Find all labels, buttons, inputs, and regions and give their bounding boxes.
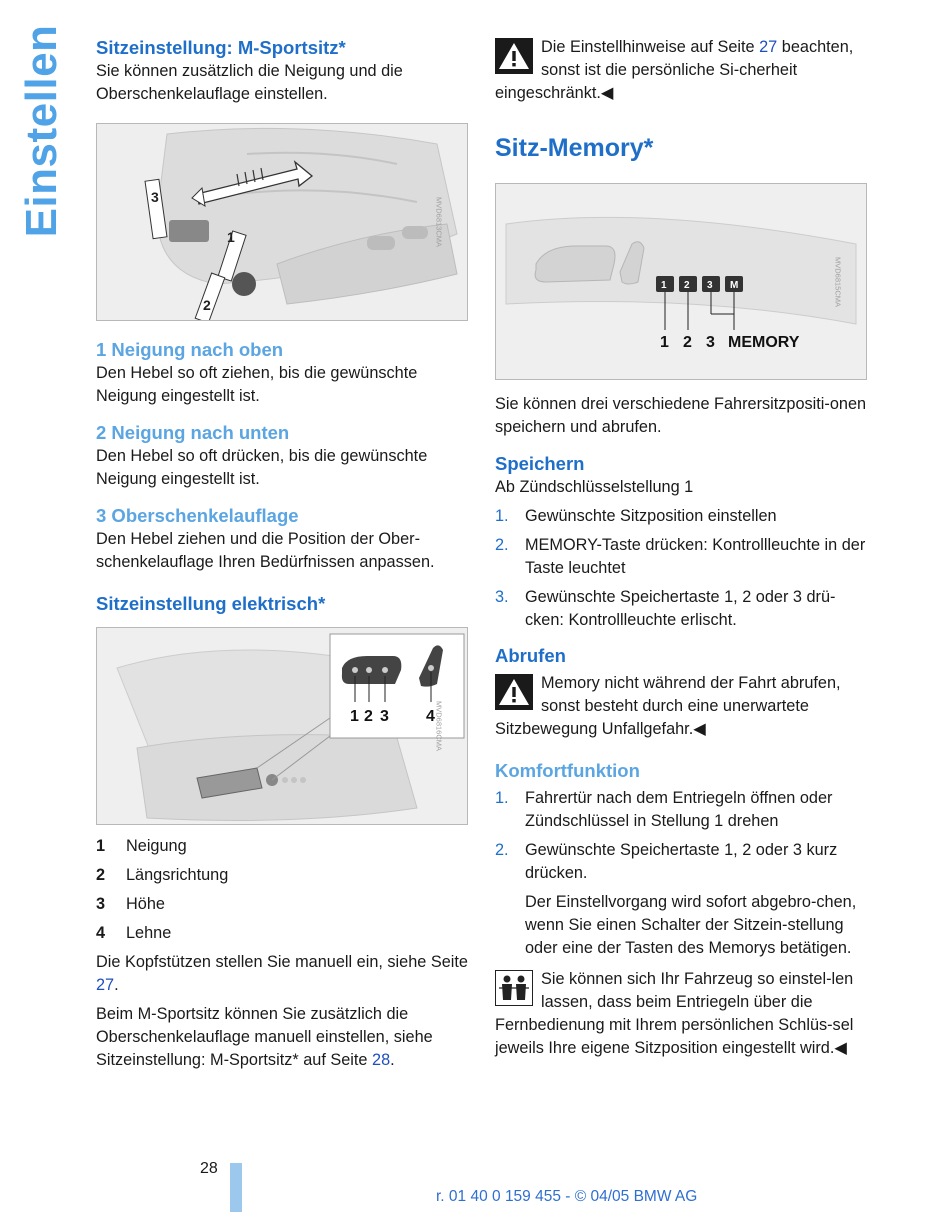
figure-label: 1 bbox=[350, 708, 359, 725]
msport-page-link[interactable]: 28 bbox=[372, 1051, 391, 1069]
section-heading: 2 Neigung nach unten bbox=[96, 422, 290, 443]
list-item-number: 3 bbox=[96, 895, 106, 913]
step-text: Gewünschte Sitzposition einstellen bbox=[525, 507, 777, 525]
list-item-label: Lehne bbox=[126, 924, 172, 942]
svg-text:M: M bbox=[730, 280, 739, 291]
left-column bbox=[96, 36, 468, 1072]
sport-sections bbox=[96, 338, 468, 574]
svg-text:1: 1 bbox=[661, 280, 667, 291]
warning-icon bbox=[495, 38, 533, 74]
figure-label: 3 bbox=[706, 334, 715, 351]
list-item-label: Höhe bbox=[126, 895, 165, 913]
warning-text-pre: Die Einstellhinweise auf Seite bbox=[541, 38, 755, 56]
comfort-note: Der Einstellvorgang wird sofort abgebro-chen, wenn Sie einen Schalter der Sitzein-stellung oder eine der Tasten des Memorys betätigen. bbox=[525, 893, 857, 957]
list-item bbox=[96, 835, 468, 858]
step-number: 2. bbox=[495, 841, 509, 859]
warning-text-post: beachten, sonst ist die persönliche Si-cherheit eingeschränkt.◀ bbox=[495, 38, 854, 102]
list-item bbox=[96, 864, 468, 887]
store-intro: Ab Zündschlüsselstellung 1 bbox=[495, 478, 694, 496]
tip-text: Sie können sich Ihr Fahrzeug so einstel-len lassen, dass beim Entriegeln über die Fernbedienung mit Ihrem persönlichen Schlüs-sel jeweils Ihre eigene Sitzposition eingestellt wird.◀ bbox=[495, 970, 854, 1057]
list-item-number: 2 bbox=[96, 866, 106, 884]
figure-label: 4 bbox=[426, 708, 435, 725]
sport-seat-intro: Sie können zusätzlich die Neigung und die Oberschenkelauflage einstellen. bbox=[96, 62, 403, 103]
figure-code: MVD6813CMA bbox=[434, 196, 444, 248]
figure-code: MVD6815CMA bbox=[833, 256, 843, 307]
list-item-number: 4 bbox=[96, 924, 106, 942]
figure-label: 2 bbox=[364, 708, 373, 725]
electric-seat-illustration bbox=[97, 628, 468, 825]
adjustment-list bbox=[96, 835, 468, 945]
section-item bbox=[96, 421, 468, 491]
footer-copyright: r. 01 40 0 159 455 - © 04/05 BMW AG bbox=[436, 1188, 698, 1205]
list-item bbox=[495, 586, 867, 632]
electric-seat-heading: Sitzeinstellung elektrisch* bbox=[96, 593, 326, 614]
warning-icon bbox=[495, 674, 533, 710]
section-text: Den Hebel ziehen und die Position der Ober-schenkelauflage Ihren Bedürfnissen anpassen. bbox=[96, 530, 435, 571]
figure-code: MVD6816CMA bbox=[434, 700, 444, 752]
figure-label: MEMORY bbox=[728, 334, 800, 351]
figure-label: 3 bbox=[380, 708, 389, 725]
recall-heading: Abrufen bbox=[495, 645, 566, 666]
section-text: Den Hebel so oft drücken, bis die gewünschte Neigung eingestellt ist. bbox=[96, 447, 428, 488]
sport-seat-figure bbox=[96, 123, 468, 321]
svg-text:3: 3 bbox=[707, 280, 713, 291]
headrest-paragraph: Die Kopfstützen stellen Sie manuell ein, siehe Seite 27. bbox=[96, 953, 468, 994]
svg-text:1: 1 bbox=[227, 229, 235, 245]
list-item-label: Längsrichtung bbox=[126, 866, 229, 884]
recall-warning-text: Memory nicht während der Fahrt abrufen, sonst besteht durch eine unerwartete Sitzbewegung Unfallgefahr.◀ bbox=[495, 674, 841, 738]
list-item-label: Neigung bbox=[126, 837, 187, 855]
section-item bbox=[96, 504, 468, 574]
service-tip-icon bbox=[495, 970, 533, 1006]
comfort-heading: Komfortfunktion bbox=[495, 760, 640, 781]
msport-text: Beim M-Sportsitz können Sie zusätzlich die Oberschenkelauflage manuell einstellen, siehe Sitzeinstellung: M-Sportsitz* auf Seite bbox=[96, 1005, 433, 1069]
memory-heading: Sitz-Memory* bbox=[495, 134, 654, 162]
warning-notice bbox=[495, 36, 867, 105]
figure-label: 1 bbox=[660, 334, 669, 351]
list-item-number: 1 bbox=[96, 837, 106, 855]
section-heading: 3 Oberschenkelauflage bbox=[96, 505, 299, 526]
step-text: Gewünschte Speichertaste 1, 2 oder 3 drü-cken: Kontrollleuchte erlischt. bbox=[525, 588, 836, 629]
page-number: 28 bbox=[200, 1160, 218, 1177]
step-number: 3. bbox=[495, 588, 509, 606]
section-heading: 1 Neigung nach oben bbox=[96, 339, 284, 360]
step-text: Gewünschte Speichertaste 1, 2 oder 3 kurz drücken. bbox=[525, 841, 838, 882]
headrest-page-link[interactable]: 27 bbox=[96, 976, 115, 994]
tip-notice bbox=[495, 968, 867, 1060]
step-number: 1. bbox=[495, 789, 509, 807]
side-section-title bbox=[14, 24, 70, 238]
memory-illustration bbox=[496, 184, 867, 380]
svg-text:3: 3 bbox=[151, 189, 159, 205]
right-column bbox=[495, 36, 867, 1060]
step-number: 1. bbox=[495, 507, 509, 525]
figure-label: 2 bbox=[683, 334, 692, 351]
sport-seat-illustration bbox=[97, 124, 468, 321]
memory-intro: Sie können drei verschiedene Fahrersitzpositi-onen speichern und abrufen. bbox=[495, 395, 867, 436]
list-item bbox=[495, 787, 867, 833]
recall-warning bbox=[495, 672, 867, 741]
store-heading: Speichern bbox=[495, 453, 585, 474]
svg-text:2: 2 bbox=[684, 280, 690, 291]
list-item bbox=[495, 534, 867, 580]
section-item bbox=[96, 338, 468, 408]
list-item bbox=[495, 505, 867, 528]
svg-text:2: 2 bbox=[203, 297, 211, 313]
page-marker-bar bbox=[230, 1163, 242, 1212]
comfort-steps bbox=[495, 787, 867, 885]
memory-figure bbox=[495, 183, 867, 380]
step-text: Fahrertür nach dem Entriegeln öffnen oder Zündschlüssel in Stellung 1 drehen bbox=[525, 789, 833, 830]
electric-seat-figure bbox=[96, 627, 468, 825]
msport-paragraph: Beim M-Sportsitz können Sie zusätzlich die Oberschenkelauflage manuell einstellen, siehe Sitzeinstellung: M-Sportsitz* auf Seite 28. bbox=[96, 1005, 433, 1069]
warning-page-link[interactable]: 27 bbox=[759, 38, 778, 56]
side-section-title-text: Einstellen bbox=[17, 24, 66, 238]
list-item bbox=[96, 893, 468, 916]
step-number: 2. bbox=[495, 536, 509, 554]
store-steps bbox=[495, 505, 867, 632]
headrest-text: Die Kopfstützen stellen Sie manuell ein, siehe Seite bbox=[96, 953, 468, 971]
list-item bbox=[495, 839, 867, 885]
sport-seat-heading: Sitzeinstellung: M-Sportsitz* bbox=[96, 37, 346, 58]
section-text: Den Hebel so oft ziehen, bis die gewünschte Neigung eingestellt ist. bbox=[96, 364, 418, 405]
step-text: MEMORY-Taste drücken: Kontrollleuchte in der Taste leuchtet bbox=[525, 536, 866, 577]
list-item bbox=[96, 922, 468, 945]
